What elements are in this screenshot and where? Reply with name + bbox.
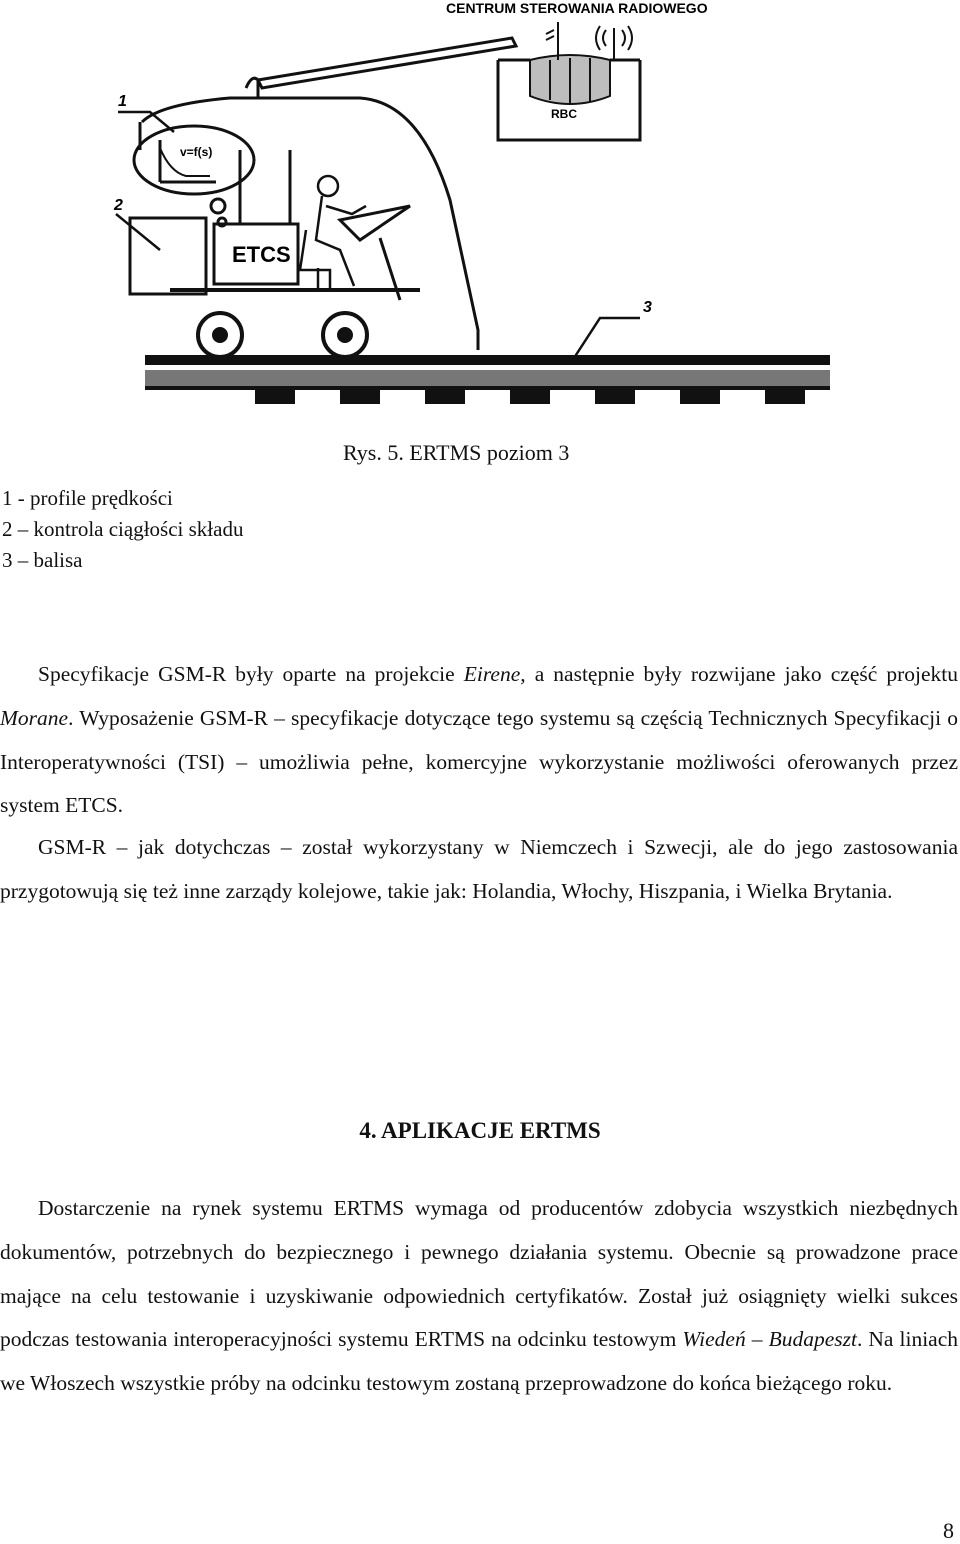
figure-center-label: CENTRUM STEROWANIA RADIOWEGO — [446, 0, 708, 16]
text-run: – — [745, 1327, 769, 1352]
paragraph-gsm-r-spec — [0, 653, 958, 828]
figure-ertms-level-3 — [0, 0, 960, 430]
locomotive-cab — [140, 78, 478, 350]
antenna-icon — [546, 22, 632, 60]
text-run: . Wyposażenie GSM-R – specyfikacje dotyczące tego systemu są częścią Technicznych Specyfikacji o Interoperatywności (TSI) – umożliwia pełne, komercyjne wykorzystanie możliwości oferowanych przez system ETCS. — [0, 705, 958, 818]
figure-legend — [2, 483, 243, 576]
rbc-label: RBC — [551, 107, 577, 121]
rbc-building — [498, 55, 640, 140]
emphasis-eirene: Eirene, — [463, 662, 526, 686]
emphasis-budapeszt: Budapeszt — [768, 1327, 857, 1352]
text-run: . Na liniach we Włoszech wszystkie próby na odcinku testowym zostaną przeprowadzone do końca bieżącego roku. — [0, 1327, 959, 1396]
emphasis-wieden: Wiedeń — [682, 1327, 746, 1352]
marker-2: 2 — [114, 197, 123, 214]
marker-1: 1 — [118, 93, 127, 110]
wheelset — [198, 313, 367, 357]
driver-figure — [300, 176, 366, 290]
text-run: a następnie były rozwijane jako część projektu — [525, 662, 958, 686]
radio-link-beam — [258, 38, 516, 88]
railway-track — [145, 355, 830, 404]
figure-caption: Rys. 5. ERTMS poziom 3 — [343, 440, 570, 465]
speed-profile-bubble — [134, 126, 254, 226]
continuity-control-box — [130, 218, 206, 294]
speed-function-label: v=f(s) — [180, 145, 213, 159]
legend-item: 2 – kontrola ciągłości składu — [2, 517, 244, 541]
text-run: Dostarczenie na rynek systemu ERTMS wymaga od producentów zdobycia wszystkich niezbędnych dokumentów, potrzebnych do bezpiecznego i pewnego działania systemu. Obecnie są prowadzone prace mające na celu testowanie i uzyskiwanie odpowiednich certyfikatów. Został już osiągnięty wielki sukces podczas testowania interoperacyjności systemu ERTMS na odcinku testowym — [0, 1196, 958, 1352]
text-run: Specyfikacje GSM-R były oparte na projekcie — [38, 662, 464, 686]
paragraph-ertms-applications — [0, 1187, 958, 1406]
etcs-label: ETCS — [232, 242, 291, 267]
marker-3: 3 — [643, 299, 652, 316]
emphasis-morane: Morane — [0, 705, 69, 730]
paragraph-gsm-r-usage: GSM-R – jak dotychczas – został wykorzystany w Niemczech i Szwecji, ale do jego zastosowania przygotowują się też inne zarządy kolejowe, takie jak: Holandia, Włochy, Hiszpania, i Wielka Brytania. — [0, 835, 958, 903]
legend-item: 1 - profile prędkości — [2, 486, 173, 510]
section-heading: 4. APLIKACJE ERTMS — [359, 1118, 601, 1143]
page-number: 8 — [943, 1518, 954, 1543]
legend-item: 3 – balisa — [2, 548, 83, 572]
